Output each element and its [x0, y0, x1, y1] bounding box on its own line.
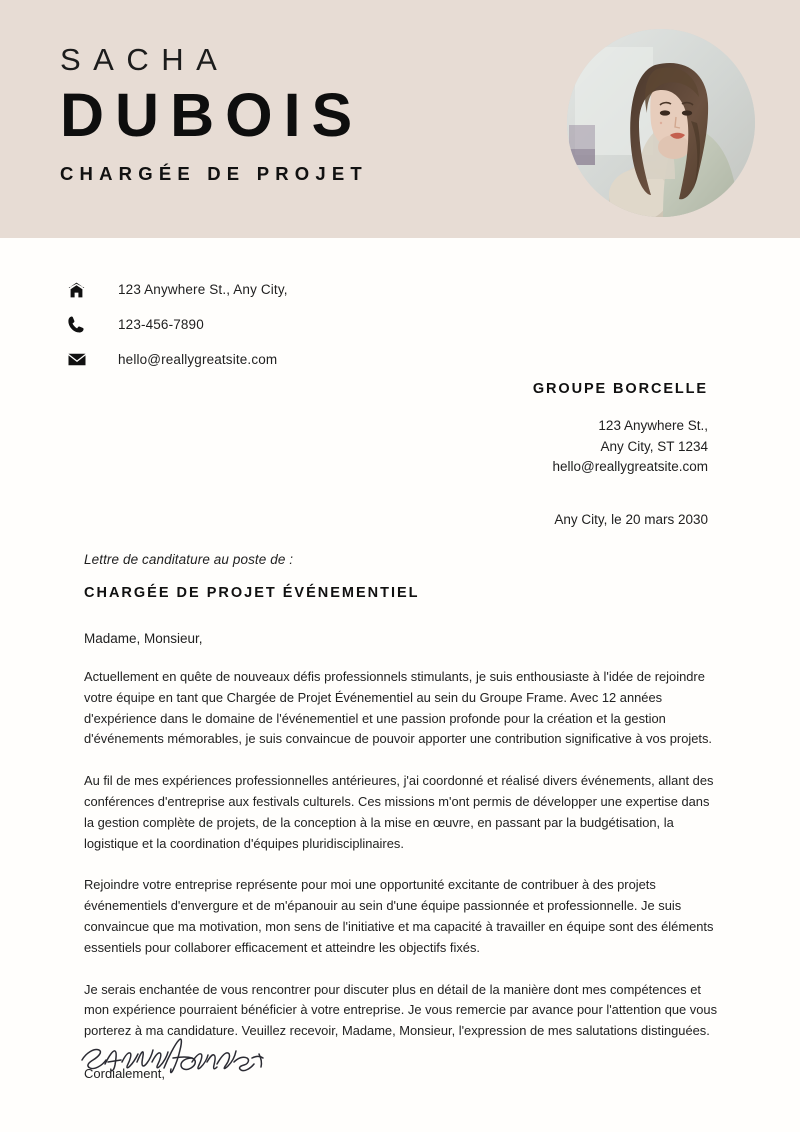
contact-value: 123-456-7890 — [118, 317, 204, 332]
portrait-photo — [567, 29, 755, 217]
home-icon — [68, 282, 98, 298]
list-item — [68, 342, 288, 377]
envelope-icon — [68, 353, 98, 366]
body-paragraph: Au fil de mes expériences professionnelles antérieures, j'ai coordonné et réalisé divers événements, allant des conférences d'entreprise aux festivals culturels. Ces missions m'ont permis de développer une expertise dans la gestion complète de projets, de la conception à la mise en œuvre, en passant par la budgétisation, la logistique et la coordination d'équipes pluridisciplinaires. — [84, 773, 714, 851]
contact-value: 123 Anywhere St., Any City, — [118, 282, 288, 297]
signature-script-icon — [78, 1032, 278, 1080]
recipient-address — [533, 416, 708, 478]
portrait-illustration — [567, 29, 755, 217]
signature — [78, 1032, 308, 1082]
body-paragraph: Je serais enchantée de vous rencontrer pour discuter plus en détail de la manière dont mes compétences et mon expérience pourraient bénéficier à votre entreprise. Je vous remercie par avance pour l'attention que vous porterez à ma candidature. Veuillez recevoir, Madame, Monsieur, l'expression de mes salutations distinguées. — [84, 981, 718, 1039]
closing-salutation: Cordialement, — [84, 1065, 165, 1081]
list-item — [68, 307, 288, 342]
recipient-block — [533, 381, 708, 478]
contact-list — [68, 272, 288, 377]
first-name: SACHA — [60, 42, 230, 77]
job-title: CHARGÉE DE PROJET — [60, 163, 368, 185]
letter-body — [84, 552, 720, 1081]
subject-title: CHARGÉE DE PROJET ÉVÉNEMENTIEL — [84, 585, 420, 601]
date-line: Any City, le 20 mars 2030 — [554, 512, 708, 527]
recipient-company: GROUPE BORCELLE — [532, 381, 708, 397]
header-band — [0, 0, 800, 238]
recipient-address-line-1: 123 Anywhere St., — [598, 418, 708, 433]
recipient-email: hello@reallygreatsite.com — [552, 459, 708, 474]
body-paragraph: Actuellement en quête de nouveaux défis professionnels stimulants, je suis enthousiaste à l'idée de rejoindre votre équipe en tant que Chargée de Projet Événementiel au sein du Groupe Frame. Avec 12 années d'expérience dans le domaine de l'événementiel et une passion profonde pour la création et la gestion d'événements mémorables, je suis convaincue de pouvoir apporter une contribution significative à vos projets. — [84, 669, 713, 747]
name-block — [60, 44, 368, 185]
list-item — [68, 272, 288, 307]
subject-intro: Lettre de canditature au poste de : — [84, 552, 294, 567]
body-paragraph: Rejoindre votre entreprise représente pour moi une opportunité excitante de contribuer à des projets événementiels d'envergure et de m'épanouir au sein d'une équipe passionnée et professionnelle. Je suis convaincue que ma motivation, mon sens de l'initiative et ma capacité à travailler en équipe sont des éléments essentiels pour collaborer efficacement et atteindre les objectifs fixés. — [84, 877, 714, 955]
recipient-address-line-2: Any City, ST 1234 — [600, 438, 708, 454]
last-name: DUBOIS — [60, 80, 364, 149]
salutation: Madame, Monsieur, — [84, 631, 203, 646]
phone-icon — [68, 316, 98, 333]
contact-value: hello@reallygreatsite.com — [118, 352, 278, 367]
